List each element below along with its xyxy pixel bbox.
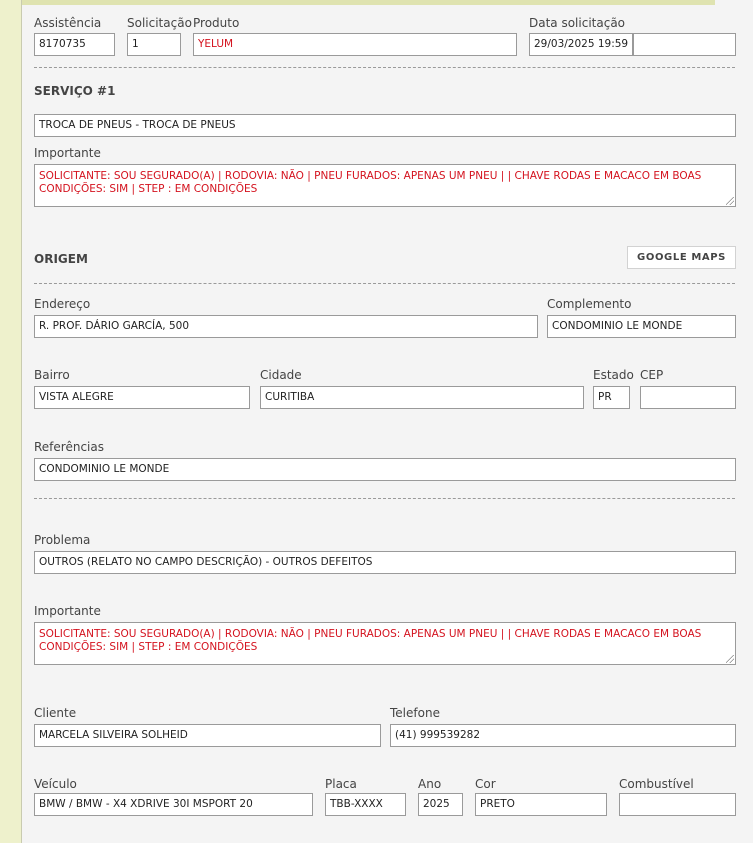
cidade-label: Cidade bbox=[260, 368, 302, 382]
servico-importante-label: Importante bbox=[34, 146, 101, 160]
servico-importante-text: SOLICITANTE: SOU SEGURADO(A) | RODOVIA: NÃO | PNEU FURADOS: APENAS UM PNEU | | CHAVE RODAS E MACACO EM BOAS CONDIÇÕES: SIM | STEP : EM CONDIÇÕES bbox=[39, 170, 702, 195]
cliente-field[interactable]: MARCELA SILVEIRA SOLHEID bbox=[34, 724, 381, 747]
hora-solicitacao-field[interactable] bbox=[633, 33, 736, 56]
origem-heading: ORIGEM bbox=[34, 252, 88, 266]
bairro-field[interactable]: VISTA ALEGRE bbox=[34, 386, 250, 409]
resize-handle-icon[interactable] bbox=[726, 197, 734, 205]
veiculo-label: Veículo bbox=[34, 777, 77, 791]
cliente-label: Cliente bbox=[34, 706, 77, 720]
problema-field[interactable]: OUTROS (RELATO NO CAMPO DESCRIÇÃO) - OUTROS DEFEITOS bbox=[34, 551, 736, 574]
servico-field[interactable]: TROCA DE PNEUS - TROCA DE PNEUS bbox=[34, 114, 736, 137]
referencias-field[interactable]: CONDOMINIO LE MONDE bbox=[34, 458, 736, 481]
placa-field[interactable]: TBB-XXXX bbox=[325, 793, 406, 816]
problema-importante-textarea[interactable] bbox=[34, 622, 736, 665]
form-page bbox=[21, 0, 753, 843]
ano-field[interactable]: 2025 bbox=[418, 793, 463, 816]
servico-importante-textarea[interactable] bbox=[34, 164, 736, 207]
divider bbox=[34, 283, 735, 284]
assistencia-label: Assistência bbox=[34, 16, 102, 30]
solicitacao-field[interactable]: 1 bbox=[127, 33, 181, 56]
veiculo-field[interactable]: BMW / BMW - X4 XDRIVE 30I MSPORT 20 bbox=[34, 793, 313, 816]
assistencia-field[interactable]: 8170735 bbox=[34, 33, 115, 56]
top-bar bbox=[22, 0, 715, 5]
combustivel-label: Combustível bbox=[619, 777, 694, 791]
estado-field[interactable]: PR bbox=[593, 386, 630, 409]
google-maps-button[interactable]: GOOGLE MAPS bbox=[627, 246, 736, 269]
combustivel-field[interactable] bbox=[619, 793, 736, 816]
data-solicitacao-label: Data solicitação bbox=[529, 16, 626, 30]
endereco-field[interactable]: R. PROF. DÁRIO GARCÍA, 500 bbox=[34, 315, 538, 338]
estado-label: Estado bbox=[593, 368, 634, 382]
problema-importante-label: Importante bbox=[34, 604, 101, 618]
telefone-field[interactable]: (41) 999539282 bbox=[390, 724, 736, 747]
problema-importante-text: SOLICITANTE: SOU SEGURADO(A) | RODOVIA: NÃO | PNEU FURADOS: APENAS UM PNEU | | CHAVE RODAS E MACACO EM BOAS CONDIÇÕES: SIM | STEP : EM CONDIÇÕES bbox=[39, 628, 702, 653]
divider bbox=[34, 67, 735, 68]
cep-label: CEP bbox=[640, 368, 664, 382]
servico-heading: SERVIÇO #1 bbox=[34, 84, 116, 98]
data-solicitacao-field[interactable]: 29/03/2025 19:59 bbox=[529, 33, 633, 56]
cor-field[interactable]: PRETO bbox=[475, 793, 607, 816]
placa-label: Placa bbox=[325, 777, 357, 791]
resize-handle-icon[interactable] bbox=[726, 655, 734, 663]
complemento-field[interactable]: CONDOMINIO LE MONDE bbox=[547, 315, 736, 338]
endereco-label: Endereço bbox=[34, 297, 91, 311]
solicitacao-label: Solicitação bbox=[127, 16, 192, 30]
bairro-label: Bairro bbox=[34, 368, 70, 382]
referencias-label: Referências bbox=[34, 440, 104, 454]
telefone-label: Telefone bbox=[390, 706, 440, 720]
cor-label: Cor bbox=[475, 777, 496, 791]
cidade-field[interactable]: CURITIBA bbox=[260, 386, 584, 409]
divider bbox=[34, 498, 735, 499]
produto-field[interactable]: YELUM bbox=[193, 33, 517, 56]
ano-label: Ano bbox=[418, 777, 442, 791]
produto-label: Produto bbox=[193, 16, 240, 30]
cep-field[interactable] bbox=[640, 386, 736, 409]
problema-label: Problema bbox=[34, 533, 91, 547]
complemento-label: Complemento bbox=[547, 297, 632, 311]
